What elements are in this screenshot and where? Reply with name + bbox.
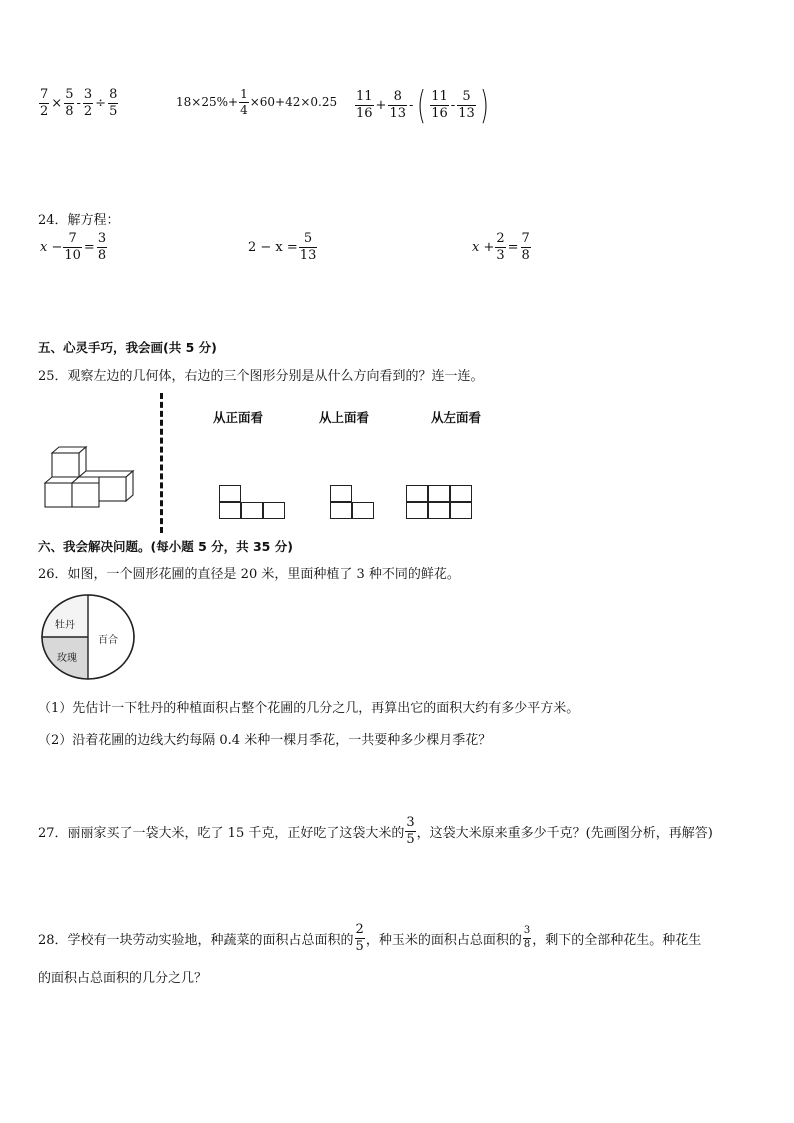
q26-text: 26．如图，一个圆形花圃的直径是 20 米，里面种植了 3 种不同的鲜花。 <box>38 567 460 582</box>
fraction: $\frac{3}{2}$ <box>83 87 93 119</box>
label-rose: 玫瑰 <box>57 653 77 664</box>
dashed-divider <box>160 393 163 533</box>
q25-text: 25．观察左边的几何体，右边的三个图形分别是从什么方向看到的？连一连。 <box>38 369 484 384</box>
equation-3: x + $\frac{2}{3}$ = $\frac{7}{8}$ <box>472 231 530 263</box>
q27-text: 27．丽丽家买了一袋大米，吃了 15 千克，正好吃了这袋大米的 $\frac{3}{5}$ ，这袋大米原来重多少千克？(先画图分析，再解答) <box>38 815 713 847</box>
label-peony: 牡丹 <box>55 620 75 631</box>
calc-expression-1: $\frac{7}{2}$ × $\frac{5}{8}$ - $\frac{3}{2}$ ÷ $\frac{8}{5}$ <box>40 87 118 119</box>
fraction: $\frac{5}{13}$ <box>299 231 317 263</box>
fraction: $\frac{3}{5}$ <box>406 815 415 847</box>
fraction: $\frac{11}{16}$ <box>356 88 373 121</box>
view-label-top: 从上面看 <box>319 410 370 425</box>
q26-sub1: （1）先估计一下牡丹的种植面积占整个花圃的几分之几，再算出它的面积大约有多少平方米。 <box>38 701 580 716</box>
q26-sub2: （2）沿着花圃的边线大约每隔 0.4 米种一棵月季花，一共要种多少棵月季花？ <box>38 733 492 748</box>
fraction: $\frac{7}{2}$ <box>40 87 49 119</box>
circular-flower-bed <box>40 593 136 681</box>
fraction: $\frac{7}{10}$ <box>64 231 81 263</box>
q24-title: 24．解方程： <box>38 213 120 228</box>
section-5-heading: 五、心灵手巧，我会画(共 5 分) <box>38 340 217 355</box>
fraction: $\frac{7}{8}$ <box>521 231 530 263</box>
view-shape-1 <box>219 485 289 523</box>
fraction: $\frac{3}{8}$ <box>523 925 531 950</box>
fraction: $\frac{3}{8}$ <box>97 231 107 263</box>
calc-expression-3: $\frac{11}{16}$ + $\frac{8}{13}$ - ( $\frac{11}{16}$ - $\frac{5}{13}$ ) <box>356 83 489 127</box>
view-shape-3 <box>406 485 476 523</box>
view-label-front: 从正面看 <box>213 410 264 425</box>
q28-text-line2: 的面积占总面积的几分之几？ <box>38 971 208 986</box>
q28-text-line1: 28．学校有一块劳动实验地，种蔬菜的面积占总面积的 $\frac{2}{5}$ ，种玉米的面积占总面积的 $\frac{3}{8}$ ，剩下的全部种花生。种花生 <box>38 922 702 954</box>
calc-expression-2: 18×25%+ $\frac{1}{4}$ ×60+42×0.25 <box>176 87 338 117</box>
fraction: $\frac{1}{4}$ <box>240 87 248 117</box>
right-paren: ) <box>479 83 489 127</box>
fraction: $\frac{5}{13}$ <box>458 88 475 121</box>
fraction: $\frac{11}{16}$ <box>431 88 448 121</box>
left-paren: ( <box>417 83 427 127</box>
section-6-heading: 六、我会解决问题。(每小题 5 分，共 35 分) <box>38 539 293 554</box>
fraction: $\frac{5}{8}$ <box>65 87 74 119</box>
fraction: $\frac{2}{3}$ <box>496 231 505 263</box>
label-lily: 百合 <box>98 635 118 646</box>
geometric-solid-figure <box>38 446 144 512</box>
equation-1: x − $\frac{7}{10}$ = $\frac{3}{8}$ <box>40 231 107 263</box>
fraction: $\frac{8}{5}$ <box>109 87 118 119</box>
view-label-left: 从左面看 <box>431 410 482 425</box>
fraction: $\frac{8}{13}$ <box>389 88 406 121</box>
fraction: $\frac{2}{5}$ <box>355 922 364 954</box>
flower-bed-circle <box>40 593 136 681</box>
view-shape-2 <box>330 485 378 523</box>
equation-2: 2 − x = $\frac{5}{13}$ <box>248 231 317 263</box>
